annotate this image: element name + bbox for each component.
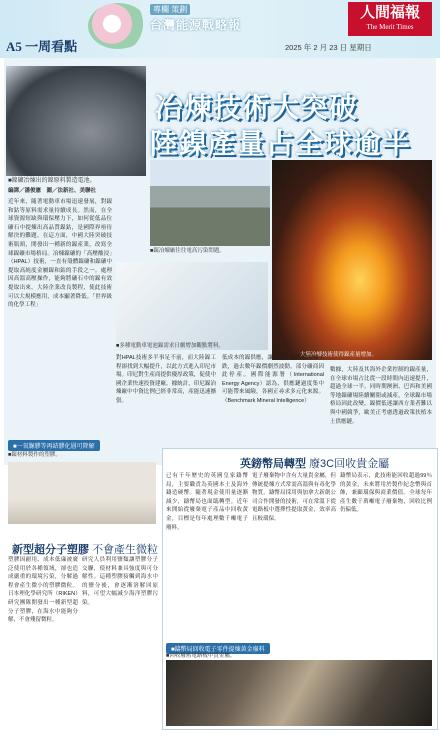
issue-date: 2025 年 2 月 23 日 星期日 <box>285 43 372 52</box>
mint-column-2: 電子廢棄物中含有大量貴金屬，但傳統提煉方式常需高溫與有毒化學物質。鑄幣局採用與加拿大新創公司合作開發的技術，可在常溫下從電路板中選擇性提取黃金，效率高且較環保。 <box>252 473 336 522</box>
headline-line-2: 陸鎳產量占全球逾半 <box>150 127 412 160</box>
circuit-board-photo <box>166 660 432 726</box>
plastic-column-1: 塑膠因耐用、成本低廉被廣泛使用於各種領域，卻也造成嚴重的環境污染，分解過程會產生微小的塑膠微粒。日本理化學研究所（RIKEN）研究團隊開發出一種新型超分子塑膠，在海水中能夠分解，不會殘留微粒。 <box>8 557 78 624</box>
plastic-photo-caption: ■鎳材料製作的塑膠。 <box>8 452 61 458</box>
plastic-material-photo <box>8 462 156 524</box>
story-column-1: 近年來，隨著電動車市場迅速發展，對鎳和鈷等原料需求量持續成長。然而，在全球資源短缺與環保壓力下，如何從低品位礦石中提煉出高品質鎳鈷，是國際界亟待解決的難題。在這方面，中國大陸突破技術瓶頸，開發出一種新的鎳產業，改寫全球鎳礦市場格局。冶煉鎳礦的「高壓酸浸」（HPAL）技術，一直有殼體鎳礦和鎳礦中提取高純度金屬鎳和鈷的手段之一。處理因高溫高壓操作，能夠將礦石中的鎳有效提取出來。大陸企業改良製程，使此技術可以大規模應用，成本顯著降低。「世界級的化學工程」 <box>8 199 112 309</box>
nickel-ore-photo <box>6 66 146 176</box>
factory-photo-caption: ■鎳冶煉廠往往電高污染問題。 <box>150 248 225 254</box>
furnace-photo-caption: 大陸冶煉技術使得鎳產量增加。 <box>300 352 378 358</box>
furnace-photo <box>272 160 432 360</box>
plastic-headline <box>12 541 158 557</box>
column-tag: 專欄 策劃 <box>150 4 190 15</box>
byline: 編譯／潘俊憲 圖／法新社、美聯社 <box>8 188 97 194</box>
smelter-factory-photo <box>150 160 270 246</box>
plastic-headline-bold: 新型超分子塑膠 <box>12 544 89 556</box>
circuit-photo-caption: ■回收廢舊電路板中貴金屬。 <box>166 653 236 659</box>
section-tab-plastic: ■一氧脲膠等再結膠化層可降解 <box>8 440 100 451</box>
mint-column-3: 鑄幣局表示，此技術能回收超過99％的黃金，未來將用於製作紀念幣與首飾，兼顧環保與商業價值。全球每年產生數千萬噸電子廢棄物，回收比例仍偏低。 <box>340 473 432 514</box>
story-column-3: 低成本的鎳供應，讓國際市場鎳價大幅下跌，過去數年鎳價劇烈波動，部分礦商因此停產。國際能源署（International Energy Agency）認為，供應鏈過度集中可能帶來風險，各國正尋求多元化來源。（Benchmark Mineral Intelligence） <box>222 355 324 404</box>
mint-headline <box>240 455 389 471</box>
section-tab-mint: ■鑄幣局回收電子零件提煉黃金廢料 <box>166 643 270 654</box>
story-column-2: 對HPAL技術多半事足不前，而大陸鎳工程卻找到大幅提升，以此方式進入印尼市場。印尼對生產商提供優厚政策，促使中國企業快速投資建廠。據統計，印尼鎳冶煉廠中中資比例已經非常高，產能迅速擴張。 <box>116 355 216 404</box>
ore-photo-caption: ■鎳礦冶煉出的鎳原料製造電池。 <box>8 178 96 184</box>
mint-headline-bold: 英鎊幣局轉型 <box>240 458 306 470</box>
story-column-4: 數據，大陸及其海外企業控制的鎳產量，在全球市場占比從一段時間內迅速提升，超過全球一半。同時期澳洲、巴西和美國等地鎳礦場陸續關閉或減產，全球鎳市場格局因此改變。鎳價低迷讓西方業者難以與中國競爭，歐美正考慮透過政策扶植本土供應鏈。 <box>330 367 432 425</box>
logo-english: The Merit Times <box>366 23 414 31</box>
column-title: 台灣能源戰略報 <box>150 18 242 32</box>
headline-line-1: 冶煉技術大突破 <box>155 91 359 124</box>
mint-headline-thin: 廢3C回收貴金屬 <box>309 458 390 470</box>
mint-column-1: 已有千年歷史的英國皇家鑄幣局，主要職責為英國本土及海外鑄造硬幣。隨著現金使用量逐漸減少，鑄幣局也面臨轉型。近年來開始從廢棄電子產品中回收黃金，目標是每年處理數千噸電子廢料。 <box>166 473 248 531</box>
logo-chinese: 人間福報 <box>359 3 420 21</box>
page-label: A5 一周看點 <box>6 39 78 54</box>
plastic-headline-thin: 不會產生微粒 <box>92 544 159 556</box>
flower-graphic <box>88 3 148 49</box>
lab-battery-photo <box>116 262 268 350</box>
plastic-column-2: 研究人員利用鹽類讓塑膠分子交聯，使材料兼具強度與可分解性。這種塑膠接觸到海水中的鹽分後，會逐漸溶解回原料，可望大幅減少海洋塑膠污染。 <box>82 557 158 606</box>
newspaper-logo[interactable] <box>348 2 432 36</box>
lab-photo-caption: ■多種電動車電池鎳需求日劇增加觀點將料。 <box>116 343 224 349</box>
